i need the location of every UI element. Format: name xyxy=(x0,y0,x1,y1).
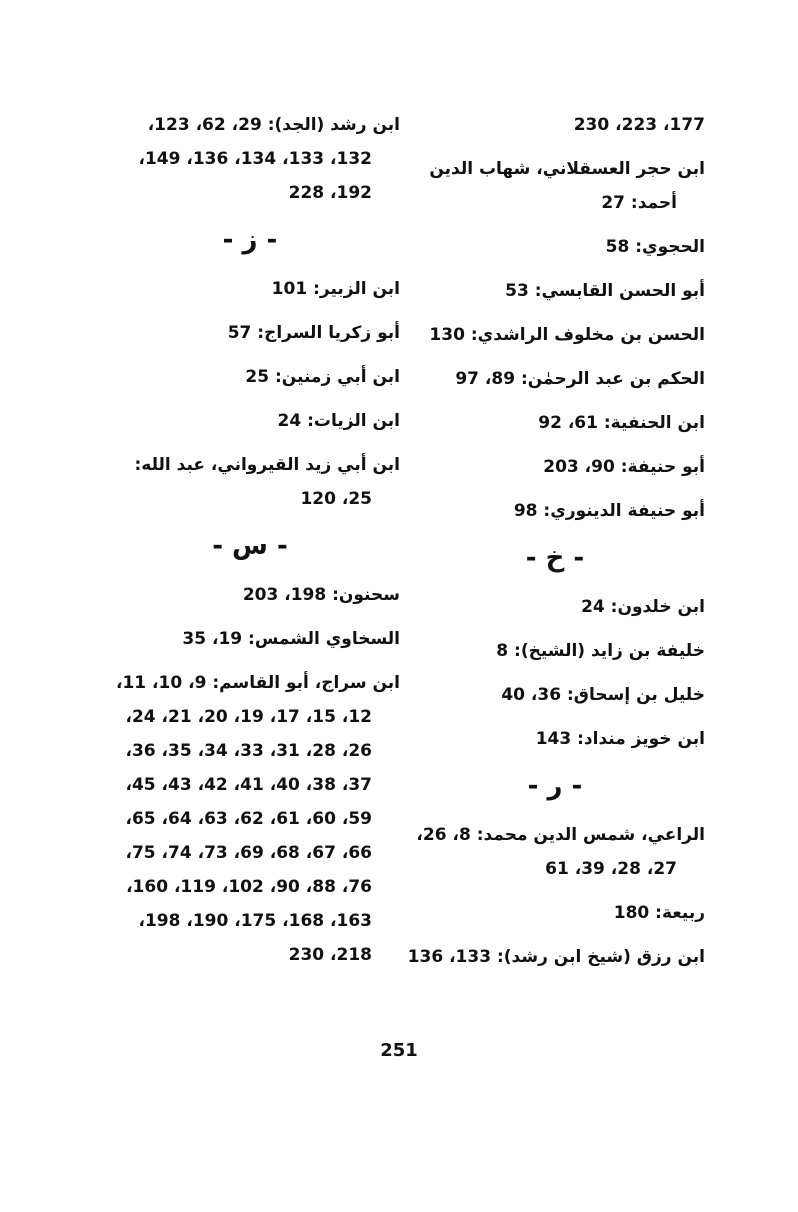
index-column-left xyxy=(100,108,400,982)
index-entry: ابن خويز منداد: 143 xyxy=(535,729,705,749)
index-entry: سحنون: 198، 203 xyxy=(242,585,400,605)
index-entry: الحكم بن عبد الرحمٰن: 89، 97 xyxy=(455,369,705,389)
index-entry: ابن أبي زمنين: 25 xyxy=(245,367,400,387)
index-entry: الحجوي: 58 xyxy=(605,237,705,257)
index-entry: السخاوي الشمس: 19، 35 xyxy=(182,629,400,649)
index-entry: ابن رشد (الجد): 29، 62، 123، 132، 133، 134، 136، 149، 192، 228 xyxy=(138,115,400,203)
index-entry: خليل بن إسحاق: 36، 40 xyxy=(501,685,705,705)
index-entry: أبو الحسن القابسي: 53 xyxy=(505,281,705,301)
index-entry: ابن رزق (شيخ ابن رشد): 133، 136 xyxy=(407,947,705,967)
letter-heading: - ر - xyxy=(527,771,583,801)
index-entry: ابن سراج، أبو القاسم: 9، 10، 11، 12، 15، 17، 19، 20، 21، 24، 26، 28، 31، 33، 34، 35، 36، 37، 38، 40، 41، 42، 43، 45، 59، 60، 61، 62، 63، 64، 65، 66، 67، 68، 69، 73، 74، 75، 76، 88، 90، 102، 119، 160، 163، 168، 175، 190، 198، 218، 230 xyxy=(116,673,400,965)
letter-heading: - خ - xyxy=(525,543,585,573)
index-entry: الراعي، شمس الدين محمد: 8، 26، 27، 28، 39، 61 xyxy=(416,825,705,879)
index-column-right xyxy=(405,108,705,984)
index-entry: أبو زكريا السراج: 57 xyxy=(227,323,400,343)
index-entry: ابن الحنفية: 61، 92 xyxy=(538,413,705,433)
page-number: 251 xyxy=(380,1040,418,1061)
index-entry: ابن أبي زيد القيرواني، عبد الله: 25، 120 xyxy=(134,455,400,509)
index-entry: ابن حجر العسقلاني، شهاب الدين أحمد: 27 xyxy=(429,159,705,213)
index-entry: ابن الزبير: 101 xyxy=(271,279,400,299)
index-entry: الحسن بن مخلوف الراشدي: 130 xyxy=(429,325,705,345)
letter-heading: - س - xyxy=(212,531,288,561)
index-entry: أبو حنيفة الدينوري: 98 xyxy=(513,501,705,521)
index-entry: أبو حنيفة: 90، 203 xyxy=(543,457,705,477)
index-entry: ابن خلدون: 24 xyxy=(581,597,705,617)
index-entry: ربيعة: 180 xyxy=(613,903,705,923)
letter-heading: - ز - xyxy=(222,225,278,255)
index-entry: ابن الزيات: 24 xyxy=(277,411,400,431)
index-entry: خليفة بن زايد (الشيخ): 8 xyxy=(496,641,705,661)
index-entry: 177، 223، 230 xyxy=(573,115,705,135)
